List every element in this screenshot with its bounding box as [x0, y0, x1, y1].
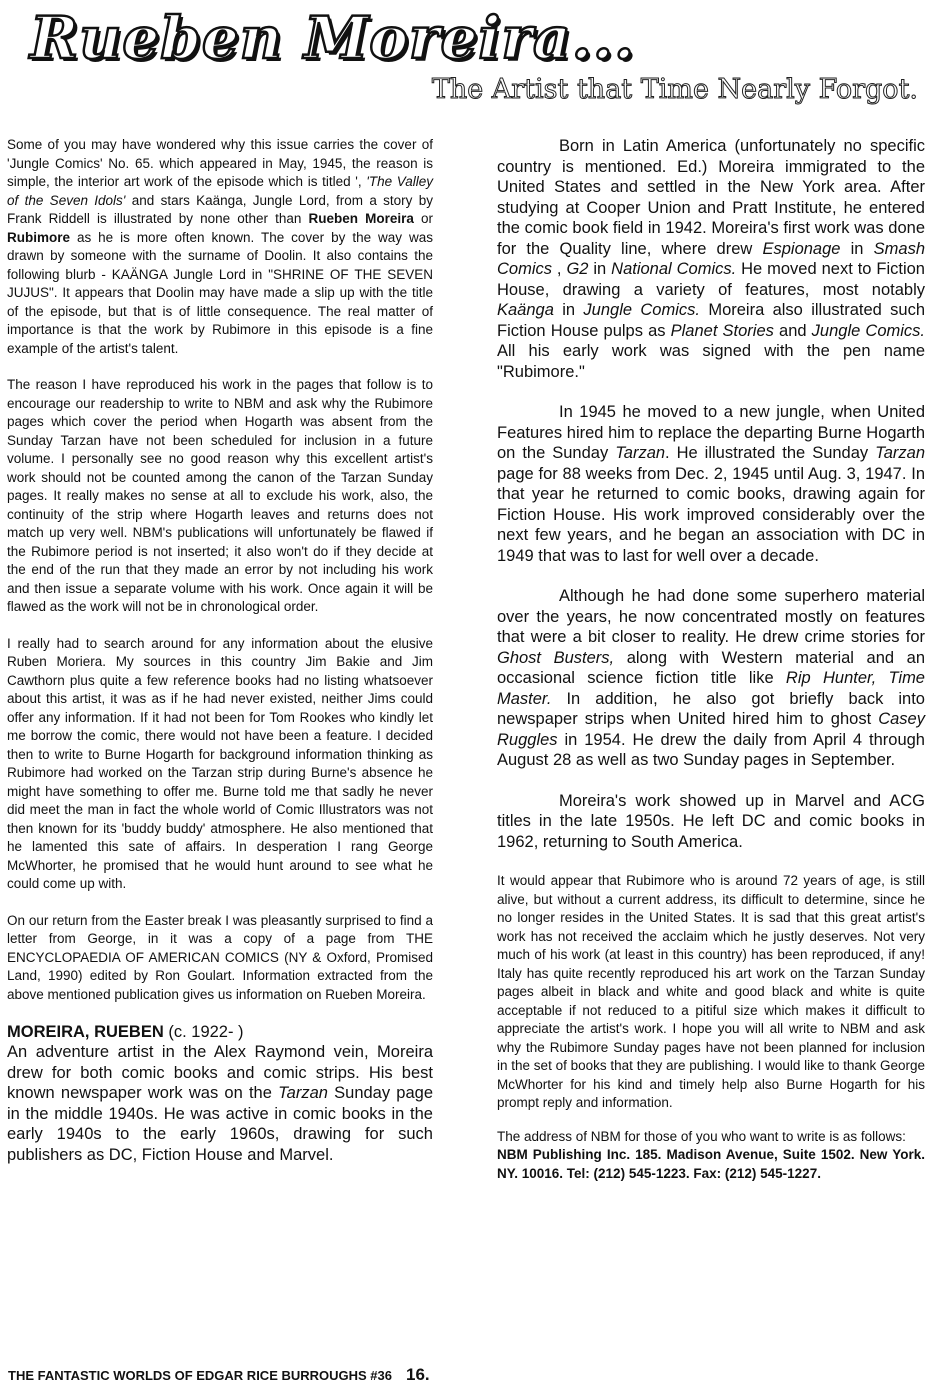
encyclopedia-entry-heading: MOREIRA, RUEBEN (c. 1922- ) — [7, 1023, 244, 1041]
publication-name: THE FANTASTIC WORLDS OF EDGAR RICE BURROUGHS #36 — [8, 1368, 393, 1383]
left-paragraph-3: I really had to search around for any information about the elusive Ruben Moriera. My sources in this country Jim Bakie and Jim Cawthorn plus quite a few reference books had no listing whatsoever about this artist, it was as if he had never existed, neither Jims could offer any information. If it had not been for Tom Rookes who kindly let me borrow the comic, there would not have been a feature. I decided then to write to Burne Hogarth for background information thinking as Rubimore had worked on the Tarzan strip during Burne's absence he might have something to offer me. Burne told me that sadly he never did meet the man in fact the whole world of Comic Illustrators was not then known for its 'buddy buddy' atmosphere. He also mentioned that he lamented this sate of affairs. In desperation I rang George McWhorter, he promised that he would hunt around to see what he could come up with. — [7, 635, 433, 891]
page-number: 16. — [406, 1365, 430, 1384]
right-paragraph-2: In 1945 he moved to a new jungle, when United Features hired him to replace the departing Burne Hogarth on the Sunday Tarzan. He illustrated the Sunday Tarzan page for 88 weeks from Dec. 2, 1945 until Aug. 3, 1947. In that year he returned to comic books, drawing again for Fiction House. His work improved considerably over the next few years, and he began an association with DC in 1949 that was to last for well over a decade. — [497, 403, 925, 565]
page-subtitle: The Artist that Time Nearly Forgot. — [431, 74, 918, 105]
right-paragraph-6: The address of NBM for those of you who want to write is as follows: — [497, 1128, 906, 1144]
right-column — [497, 136, 925, 1183]
left-paragraph-2: The reason I have reproduced his work in the pages that follow is to encourage our readership to write to NBM and ask why the Rubimore pages which cover the period when Hogarth was absent from the Sunday Tarzan have not been scheduled for inclusion in a future volume. I personally see no good reason why this excellent artist's work should not be counted among the canon of the Tarzan Sunday pages. It really makes no sense at all to exclude his work, also, the continuity of the strip where Hogarth leaves and returns does not match up very well. NBM's publications will unfortunately be flawed if the Rubimore period is not inserted; it also won't do if they decide at the end of the run that they made an error by not including his work and then issue a separate volume with his work. Once again it will be flawed as the work will not be in chronological order. — [7, 377, 433, 614]
right-paragraph-5: It would appear that Rubimore who is around 72 years of age, is still alive, but without a current address, its difficult to determine, since he no longer resides in the United States. It is sad that this great artist's work has not received the acclaim which he justly deserves. Not very much of his work (at least in this country) has been reproduced, if any! Italy has quite recently reproduced his art work on the Tarzan Sunday pages albeit in black and white and good black and white is quite acceptable if not reduced to a pitiful size which makes it difficult to appreciate the artist's work. I hope you will all write to NBM and ask why the Rubimore Sunday pages have not been planned for inclusion in the set of books that they are publishing. I would like to thank George McWhorter for his kind and timely help also Burne Hogarth for his prompt reply and information. — [497, 873, 925, 1110]
left-paragraph-4: On our return from the Easter break I was pleasantly surprised to find a letter from George, in it was a copy of a page from THE ENCYCLOPAEDIA OF AMERICAN COMICS (NY & Oxford, Promised Land, 1990) edited by Ron Goulart. Information extracted from the above mentioned publication gives us information on Rueben Moreira. — [7, 912, 433, 1002]
page-title: Rueben Moreira... — [30, 4, 636, 72]
right-paragraph-1: Born in Latin America (unfortunately no specific country is mentioned. Ed.) Moreira immigrated to the United States and settled in the New York area. After studying at Cooper Union and Pratt Institute, he entered the comic book field in 1942. Moreira's first work was done for the Quality line, where drew Espionage in Smash Comics , G2 in National Comics. He moved next to Fiction House, drawing a variety of features, most notably Kaänga in Jungle Comics. Moreira also illustrated such Fiction House pulps as Planet Stories and Jungle Comics. All his early work was signed with the pen name "Rubimore." — [497, 137, 926, 381]
right-paragraph-4: Moreira's work showed up in Marvel and ACG titles in the late 1950s. He left DC and comic books in 1962, returning to South America. — [497, 791, 925, 851]
left-column — [7, 136, 433, 1165]
left-paragraph-1: Some of you may have wondered why this issue carries the cover of 'Jungle Comics' No. 65. which appeared in May, 1945, the reason is simple, the interior art work of the episode which is titled ', 'The Valley of the Seven Idols' and stars Kaänga, Jungle Lord, from a story by Frank Riddell is illustrated by none other than Rueben Moreira or Rubimore as he is more often known. The cover by the way was drawn by someone with the surname of Doolin. It also contains the following blurb - KAÄNGA Jungle Lord in "SHRINE OF THE SEVEN JUJUS". It appears that Doolin may have made a slip up with the title of the episode, but that is of little consequence. The real matter of importance is that the work by Rubimore in this episode is a fine example of the artist's talent. — [7, 137, 434, 356]
page-footer — [8, 1365, 430, 1385]
encyclopedia-entry-text: An adventure artist in the Alex Raymond vein, Moreira drew for both comic books and comic strips. His best known newspaper work was on the Tarzan Sunday page in the middle 1940s. He was active in comic books in the early 1940s to the early 1960s, drawing for such publishers as DC, Fiction House and Marvel. — [7, 1043, 434, 1164]
right-paragraph-3: Although he had done some superhero material over the years, he now concentrated mostly on features that were a bit closer to reality. He drew crime stories for Ghost Busters, along with Western material and an occasional science fiction title like Rip Hunter, Time Master. In addition, he also got briefly back into newspaper strips when United hired him to ghost Casey Ruggles in 1954. He drew the daily from April 4 through August 28 as well as two Sunday pages in September. — [497, 587, 925, 769]
nbm-address: NBM Publishing Inc. 185. Madison Avenue, Suite 1502. New York. NY. 10016. Tel: (212) 545-1223. Fax: (212) 545-1227. — [497, 1147, 925, 1181]
